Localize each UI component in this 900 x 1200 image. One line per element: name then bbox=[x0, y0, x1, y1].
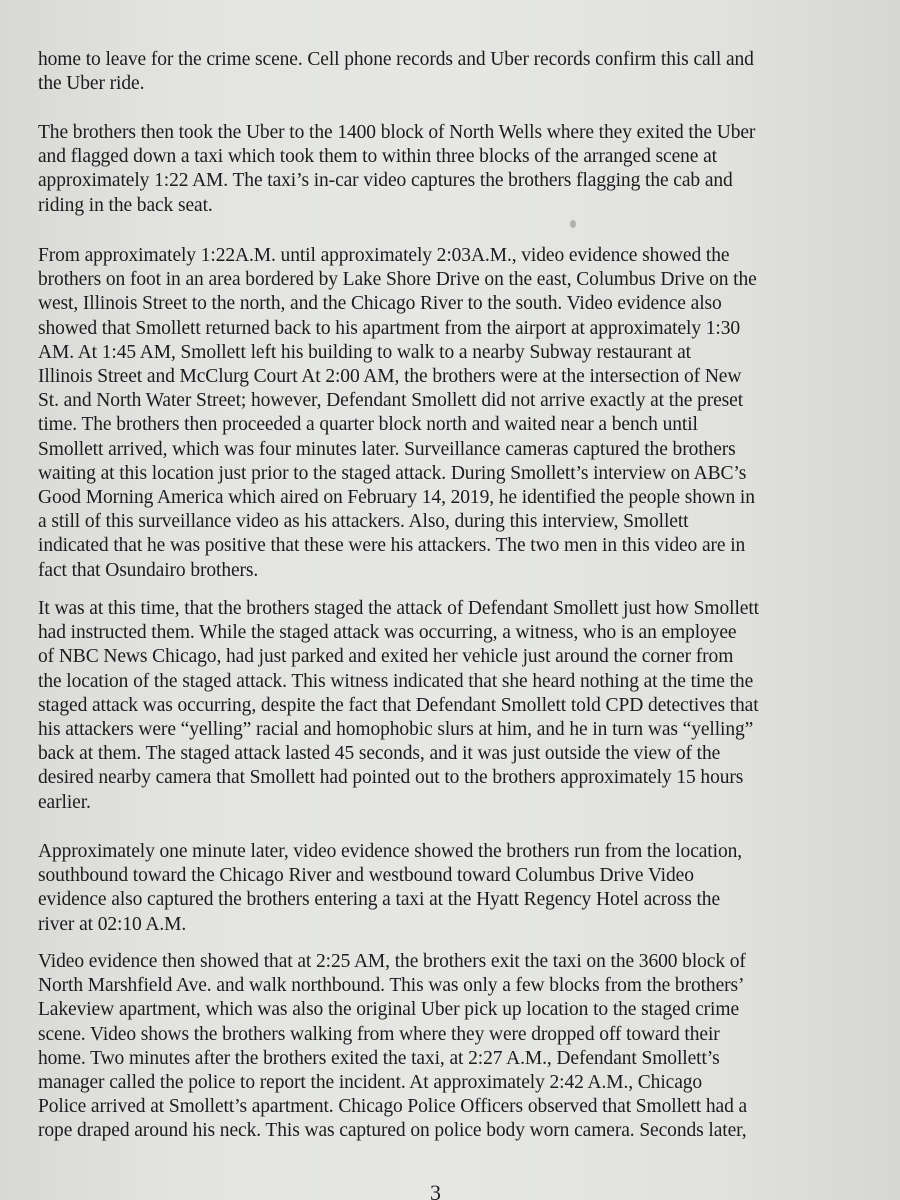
paragraph-3: From approximately 1:22A.M. until approximately 2:03A.M., video evidence showed the brothers on foot in an area bordered by Lake Shore Drive on the east, Columbus Drive on the west, Illinois Street to the north, and the Chicago River to the south. Video evidence also showed that Smollett returned back to his apartment from the airport at approximately 1:30 AM. At 1:45 AM, Smollett left his building to walk to a nearby Subway restaurant at Illinois Street and McClurg Court At 2:00 AM, the brothers were at the intersection of New St. and North Water Street; however, Defendant Smollett did not arrive exactly at the preset time. The brothers then proceeded a quarter block north and waited near a bench until Smollett arrived, which was four minutes later. Surveillance cameras captured the brothers waiting at this location just prior to the staged attack. During Smollett’s interview on ABC’s Good Morning America which aired on February 14, 2019, he identified the people shown in a still of this surveillance video as his attackers. Also, during this interview, Smollett indicated that he was positive that these were his attackers. The two men in this video are in fact that Osundairo brothers. bbox=[38, 245, 757, 581]
paragraph-2: The brothers then took the Uber to the 1400 block of North Wells where they exited the Uber and flagged down a taxi which took them to within three blocks of the arranged scene at approximately 1:22 AM. The taxi’s in-car video captures the brothers flagging the cab and riding in the back seat. bbox=[38, 122, 756, 216]
ink-smudge bbox=[570, 220, 576, 228]
paragraph-6: Video evidence then showed that at 2:25 AM, the brothers exit the taxi on the 3600 block of North Marshfield Ave. and walk northbound. This was only a few blocks from the brothers’ Lakeview apartment, which was also the original Uber pick up location to the staged crime scene. Video shows the brothers walking from where they were dropped off toward their home. Two minutes after the brothers exited the taxi, at 2:27 A.M., Defendant Smollett’s manager called the police to report the incident. At approximately 2:42 A.M., Chicago Police arrived at Smollett’s apartment. Chicago Police Officers observed that Smollett had a rope draped around his neck. This was captured on police body worn camera. Seconds later, bbox=[38, 951, 748, 1142]
paragraph-1: home to leave for the crime scene. Cell phone records and Uber records confirm this call and the Uber ride. bbox=[38, 49, 754, 95]
paragraph-5: Approximately one minute later, video evidence showed the brothers run from the location, southbound toward the Chicago River and westbound toward Columbus Drive Video evidence also captured the brothers entering a taxi at the Hyatt Regency Hotel across the river at 02:10 A.M. bbox=[38, 841, 743, 935]
paragraph-4: It was at this time, that the brothers staged the attack of Defendant Smollett just how Smollett had instructed them. While the staged attack was occurring, a witness, who is an employee of NBC News Chicago, had just parked and exited her vehicle just around the corner from the location of the staged attack. This witness indicated that she heard nothing at the time the staged attack was occurring, despite the fact that Defendant Smollett told CPD detectives that his attackers were “yelling” racial and homophobic slurs at him, and he in turn was “yelling” back at them. The staged attack lasted 45 seconds, and it was just outside the view of the desired nearby camera that Smollett had pointed out to the brothers approximately 15 hours earlier. bbox=[38, 598, 759, 813]
page-number: 3 bbox=[430, 1180, 441, 1200]
